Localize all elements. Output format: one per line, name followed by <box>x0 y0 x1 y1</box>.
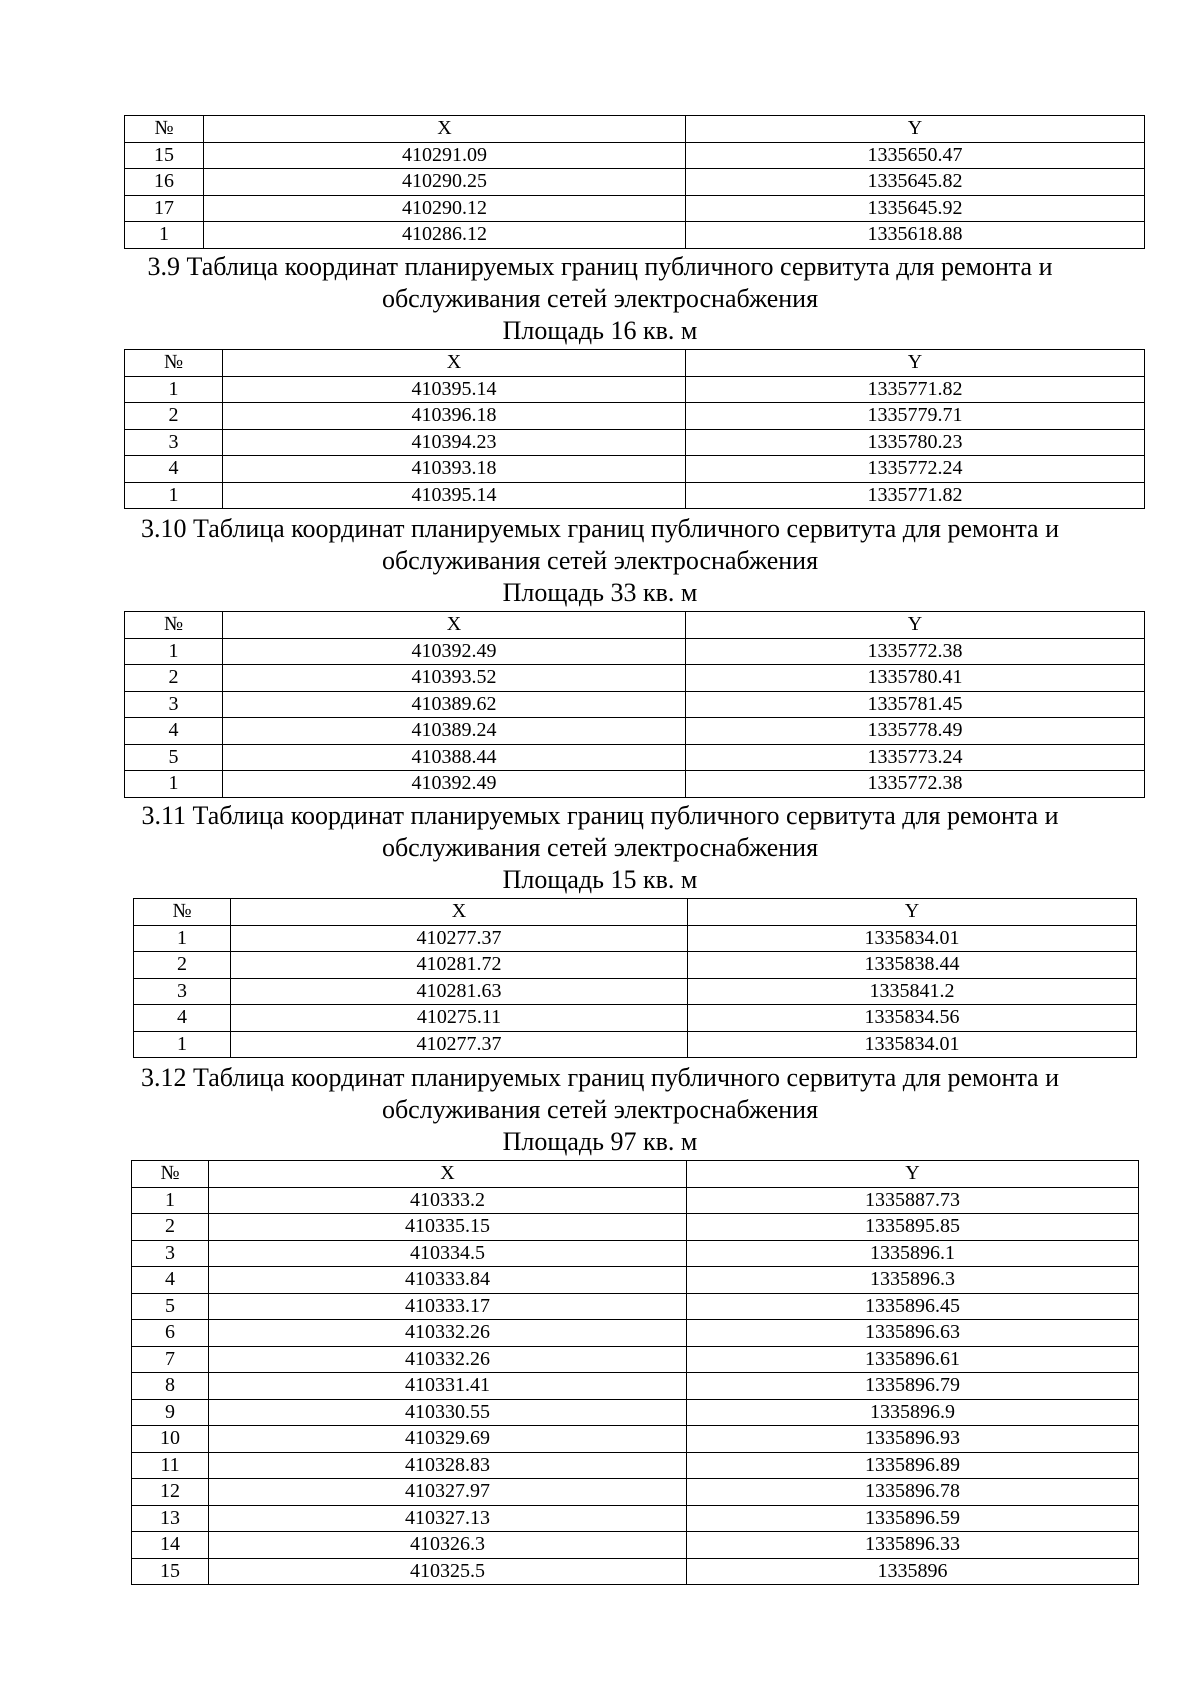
title-line-2: обслуживания сетей электроснабжения <box>381 284 819 313</box>
cell-point-number: 1 <box>125 771 223 798</box>
cell-y-coordinate: 1335771.82 <box>686 482 1145 509</box>
cell-x-coordinate: 410332.26 <box>209 1320 687 1347</box>
table-row <box>134 978 1137 1005</box>
title-line-2: обслуживания сетей электроснабжения <box>381 1095 819 1124</box>
cell-y-coordinate: 1335772.38 <box>686 638 1145 665</box>
table-row <box>125 482 1145 509</box>
cell-x-coordinate: 410393.52 <box>223 665 686 692</box>
cell-point-number: 17 <box>125 195 204 222</box>
cell-point-number: 2 <box>125 665 223 692</box>
table-row <box>125 376 1145 403</box>
coords-table <box>124 611 1145 798</box>
table-row <box>125 195 1145 222</box>
table-3-11-title <box>100 800 1100 896</box>
area-label: Площадь 16 кв. м <box>502 316 698 345</box>
title-line-2: обслуживания сетей электроснабжения <box>381 833 819 862</box>
cell-point-number: 3 <box>134 978 231 1005</box>
cell-x-coordinate: 410395.14 <box>223 482 686 509</box>
cell-y-coordinate: 1335834.01 <box>688 925 1137 952</box>
cell-x-coordinate: 410327.13 <box>209 1505 687 1532</box>
cell-x-coordinate: 410290.25 <box>204 169 686 196</box>
cell-y-coordinate: 1335896.33 <box>687 1532 1139 1559</box>
cell-point-number: 3 <box>132 1240 209 1267</box>
table-row <box>132 1532 1139 1559</box>
header-num: № <box>125 116 204 143</box>
cell-point-number: 4 <box>132 1267 209 1294</box>
cell-y-coordinate: 1335896.3 <box>687 1267 1139 1294</box>
cell-point-number: 1 <box>125 376 223 403</box>
cell-y-coordinate: 1335650.47 <box>686 142 1145 169</box>
table-3-12-title <box>100 1062 1100 1158</box>
header-x: X <box>223 612 686 639</box>
cell-x-coordinate: 410395.14 <box>223 376 686 403</box>
cell-x-coordinate: 410392.49 <box>223 638 686 665</box>
cell-point-number: 4 <box>125 456 223 483</box>
header-x: X <box>231 899 688 926</box>
cell-y-coordinate: 1335772.38 <box>686 771 1145 798</box>
cell-point-number: 3 <box>125 429 223 456</box>
cell-y-coordinate: 1335645.82 <box>686 169 1145 196</box>
area-label: Площадь 33 кв. м <box>502 578 698 607</box>
table-3-11 <box>133 898 1136 1058</box>
table-row <box>125 456 1145 483</box>
area-label: Площадь 97 кв. м <box>502 1127 698 1156</box>
table-row <box>125 665 1145 692</box>
cell-point-number: 2 <box>132 1214 209 1241</box>
table-row <box>132 1320 1139 1347</box>
table-3-8-continuation <box>124 115 1144 249</box>
cell-y-coordinate: 1335896.9 <box>687 1399 1139 1426</box>
cell-x-coordinate: 410290.12 <box>204 195 686 222</box>
table-3-9 <box>124 349 1144 509</box>
cell-point-number: 12 <box>132 1479 209 1506</box>
table-row <box>125 169 1145 196</box>
cell-point-number: 7 <box>132 1346 209 1373</box>
header-y: Y <box>686 116 1145 143</box>
table-row <box>125 222 1145 249</box>
cell-x-coordinate: 410333.84 <box>209 1267 687 1294</box>
cell-y-coordinate: 1335896.78 <box>687 1479 1139 1506</box>
cell-y-coordinate: 1335896.1 <box>687 1240 1139 1267</box>
cell-y-coordinate: 1335896.63 <box>687 1320 1139 1347</box>
header-row <box>125 350 1145 377</box>
title-line-2: обслуживания сетей электроснабжения <box>381 546 819 575</box>
cell-point-number: 1 <box>134 1031 231 1058</box>
cell-y-coordinate: 1335618.88 <box>686 222 1145 249</box>
cell-point-number: 14 <box>132 1532 209 1559</box>
cell-y-coordinate: 1335895.85 <box>687 1214 1139 1241</box>
cell-x-coordinate: 410332.26 <box>209 1346 687 1373</box>
cell-x-coordinate: 410334.5 <box>209 1240 687 1267</box>
cell-x-coordinate: 410392.49 <box>223 771 686 798</box>
cell-y-coordinate: 1335896.89 <box>687 1452 1139 1479</box>
table-3-10-title <box>100 513 1100 609</box>
cell-x-coordinate: 410389.24 <box>223 718 686 745</box>
cell-x-coordinate: 410388.44 <box>223 744 686 771</box>
cell-point-number: 1 <box>125 222 204 249</box>
table-row <box>125 718 1145 745</box>
coords-table <box>124 349 1145 509</box>
coords-table <box>133 898 1137 1058</box>
cell-point-number: 9 <box>132 1399 209 1426</box>
cell-x-coordinate: 410275.11 <box>231 1005 688 1032</box>
cell-y-coordinate: 1335841.2 <box>688 978 1137 1005</box>
table-row <box>132 1479 1139 1506</box>
header-num: № <box>134 899 231 926</box>
cell-point-number: 2 <box>134 952 231 979</box>
cell-y-coordinate: 1335779.71 <box>686 403 1145 430</box>
cell-point-number: 4 <box>125 718 223 745</box>
table-row <box>125 142 1145 169</box>
table-row <box>134 1005 1137 1032</box>
header-y: Y <box>688 899 1137 926</box>
table-row <box>132 1214 1139 1241</box>
cell-point-number: 11 <box>132 1452 209 1479</box>
table-row <box>132 1505 1139 1532</box>
title-line-1: 3.9 Таблица координат планируемых границ публичного сервитута для ремонта и <box>147 252 1053 281</box>
header-y: Y <box>686 350 1145 377</box>
cell-x-coordinate: 410329.69 <box>209 1426 687 1453</box>
table-row <box>132 1426 1139 1453</box>
cell-x-coordinate: 410328.83 <box>209 1452 687 1479</box>
header-num: № <box>125 612 223 639</box>
cell-x-coordinate: 410333.2 <box>209 1187 687 1214</box>
cell-point-number: 15 <box>132 1558 209 1585</box>
cell-y-coordinate: 1335773.24 <box>686 744 1145 771</box>
cell-point-number: 4 <box>134 1005 231 1032</box>
header-x: X <box>209 1161 687 1188</box>
cell-x-coordinate: 410277.37 <box>231 1031 688 1058</box>
cell-point-number: 2 <box>125 403 223 430</box>
header-x: X <box>223 350 686 377</box>
cell-y-coordinate: 1335896.79 <box>687 1373 1139 1400</box>
coords-table <box>124 115 1145 249</box>
table-row <box>125 638 1145 665</box>
coords-table <box>131 1160 1139 1585</box>
table-row <box>134 925 1137 952</box>
cell-x-coordinate: 410327.97 <box>209 1479 687 1506</box>
header-x: X <box>204 116 686 143</box>
cell-point-number: 5 <box>125 744 223 771</box>
cell-y-coordinate: 1335780.23 <box>686 429 1145 456</box>
header-row <box>125 612 1145 639</box>
header-row <box>132 1161 1139 1188</box>
cell-x-coordinate: 410396.18 <box>223 403 686 430</box>
cell-point-number: 1 <box>125 482 223 509</box>
cell-y-coordinate: 1335896.93 <box>687 1426 1139 1453</box>
cell-x-coordinate: 410331.41 <box>209 1373 687 1400</box>
cell-point-number: 1 <box>134 925 231 952</box>
table-row <box>134 1031 1137 1058</box>
header-row <box>134 899 1137 926</box>
cell-point-number: 1 <box>125 638 223 665</box>
cell-x-coordinate: 410333.17 <box>209 1293 687 1320</box>
table-3-12 <box>131 1160 1138 1585</box>
title-line-1: 3.10 Таблица координат планируемых границ публичного сервитута для ремонта и <box>140 514 1059 543</box>
table-3-9-title <box>100 251 1100 347</box>
cell-x-coordinate: 410394.23 <box>223 429 686 456</box>
cell-point-number: 3 <box>125 691 223 718</box>
title-line-1: 3.11 Таблица координат планируемых границ публичного сервитута для ремонта и <box>141 801 1059 830</box>
cell-y-coordinate: 1335771.82 <box>686 376 1145 403</box>
table-row <box>125 771 1145 798</box>
table-row <box>132 1452 1139 1479</box>
cell-point-number: 6 <box>132 1320 209 1347</box>
cell-y-coordinate: 1335645.92 <box>686 195 1145 222</box>
cell-y-coordinate: 1335896.59 <box>687 1505 1139 1532</box>
cell-point-number: 8 <box>132 1373 209 1400</box>
cell-y-coordinate: 1335778.49 <box>686 718 1145 745</box>
cell-x-coordinate: 410281.72 <box>231 952 688 979</box>
table-row <box>132 1267 1139 1294</box>
cell-y-coordinate: 1335781.45 <box>686 691 1145 718</box>
cell-point-number: 16 <box>125 169 204 196</box>
cell-y-coordinate: 1335896.61 <box>687 1346 1139 1373</box>
title-line-1: 3.12 Таблица координат планируемых границ публичного сервитута для ремонта и <box>140 1063 1059 1092</box>
table-row <box>132 1240 1139 1267</box>
cell-x-coordinate: 410335.15 <box>209 1214 687 1241</box>
table-row <box>125 744 1145 771</box>
table-row <box>132 1399 1139 1426</box>
header-num: № <box>132 1161 209 1188</box>
cell-point-number: 13 <box>132 1505 209 1532</box>
table-row <box>132 1187 1139 1214</box>
table-row <box>132 1373 1139 1400</box>
cell-y-coordinate: 1335834.01 <box>688 1031 1137 1058</box>
table-3-10 <box>124 611 1144 798</box>
header-num: № <box>125 350 223 377</box>
cell-y-coordinate: 1335772.24 <box>686 456 1145 483</box>
cell-y-coordinate: 1335780.41 <box>686 665 1145 692</box>
header-y: Y <box>686 612 1145 639</box>
cell-x-coordinate: 410277.37 <box>231 925 688 952</box>
cell-point-number: 10 <box>132 1426 209 1453</box>
table-row <box>134 952 1137 979</box>
cell-x-coordinate: 410393.18 <box>223 456 686 483</box>
cell-x-coordinate: 410291.09 <box>204 142 686 169</box>
cell-x-coordinate: 410281.63 <box>231 978 688 1005</box>
table-row <box>125 429 1145 456</box>
cell-y-coordinate: 1335896.45 <box>687 1293 1139 1320</box>
table-row <box>132 1293 1139 1320</box>
cell-point-number: 1 <box>132 1187 209 1214</box>
cell-y-coordinate: 1335838.44 <box>688 952 1137 979</box>
cell-y-coordinate: 1335896 <box>687 1558 1139 1585</box>
area-label: Площадь 15 кв. м <box>502 865 698 894</box>
table-row <box>132 1558 1139 1585</box>
header-row <box>125 116 1145 143</box>
header-y: Y <box>687 1161 1139 1188</box>
cell-x-coordinate: 410389.62 <box>223 691 686 718</box>
cell-y-coordinate: 1335887.73 <box>687 1187 1139 1214</box>
table-row <box>132 1346 1139 1373</box>
table-row <box>125 403 1145 430</box>
cell-y-coordinate: 1335834.56 <box>688 1005 1137 1032</box>
cell-x-coordinate: 410286.12 <box>204 222 686 249</box>
cell-x-coordinate: 410326.3 <box>209 1532 687 1559</box>
cell-point-number: 15 <box>125 142 204 169</box>
table-row <box>125 691 1145 718</box>
cell-x-coordinate: 410325.5 <box>209 1558 687 1585</box>
cell-point-number: 5 <box>132 1293 209 1320</box>
cell-x-coordinate: 410330.55 <box>209 1399 687 1426</box>
